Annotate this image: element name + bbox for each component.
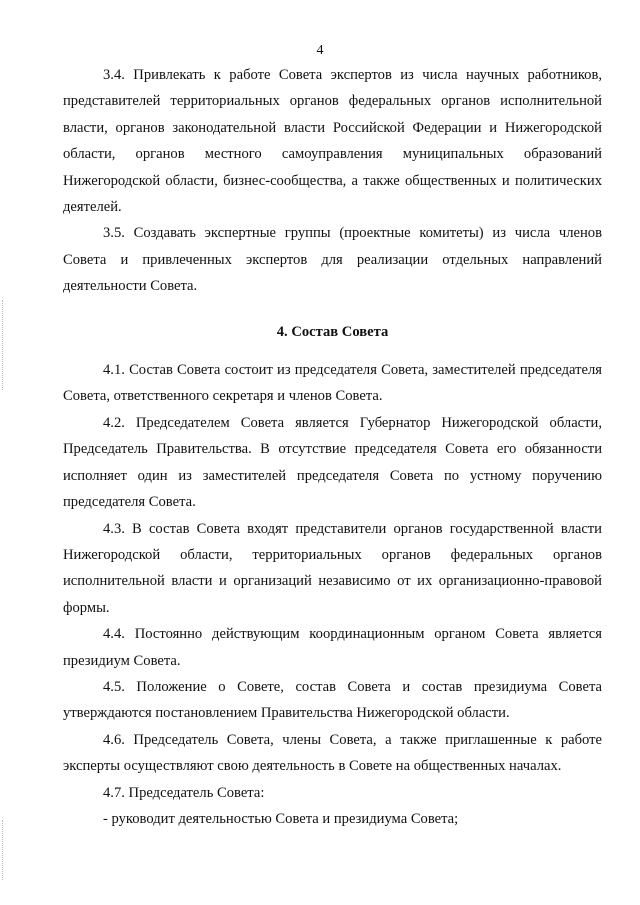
list-item: - руководит деятельностью Совета и президиума Совета; — [103, 810, 459, 827]
page-number: 4 — [316, 43, 324, 58]
paragraph-4-3: 4.3. В состав Совета входят представители органов государственной власти Нижегородской области, территориальных органов федеральных органов исполнительной власти и организаций независимо от их организационно-правовой формы. — [63, 520, 602, 616]
paragraph-4-5: 4.5. Положение о Совете, состав Совета и состав президиума Совета утверждаются постановлением Правительства Нижегородской области. — [63, 678, 602, 722]
paragraph-4-2: 4.2. Председателем Совета является Губернатор Нижегородской области, Председатель Правительства. В отсутствие председателя Совета его обязанности исполняет один из заместителей председателя Совета по устному поручению председателя Совета. — [63, 414, 602, 511]
paragraph-3-5: 3.5. Создавать экспертные группы (проектные комитеты) из числа членов Совета и привлеченных экспертов для реализации отдельных направлений деятельности Совета. — [63, 225, 602, 295]
document-body — [63, 62, 602, 832]
paragraph-4-4: 4.4. Постоянно действующим координационным органом Совета является президиум Совета. — [63, 626, 602, 669]
paragraph-4-1: 4.1. Состав Совета состоит из председателя Совета, заместителей председателя Совета, ответственного секретаря и членов Совета. — [63, 362, 602, 405]
paragraph-4-7: 4.7. Председатель Совета: — [103, 784, 265, 801]
scan-edge-mark — [2, 300, 4, 390]
scan-edge-mark — [2, 820, 4, 880]
paragraph-3-4: 3.4. Привлекать к работе Совета экспертов из числа научных работников, представителей территориальных органов федеральных органов исполнительной власти, органов законодательной власти Российской Федерации и Нижегородской области, органов местного самоуправления муниципальных образований Нижегородской области, бизнес-сообщества, а также общественных и политических деятелей. — [63, 67, 602, 216]
paragraph-4-6: 4.6. Председатель Совета, члены Совета, а также приглашенные к работе эксперты осуществляют свою деятельность в Совете на общественных началах. — [63, 731, 602, 775]
section-heading: 4. Состав Совета — [276, 323, 389, 340]
